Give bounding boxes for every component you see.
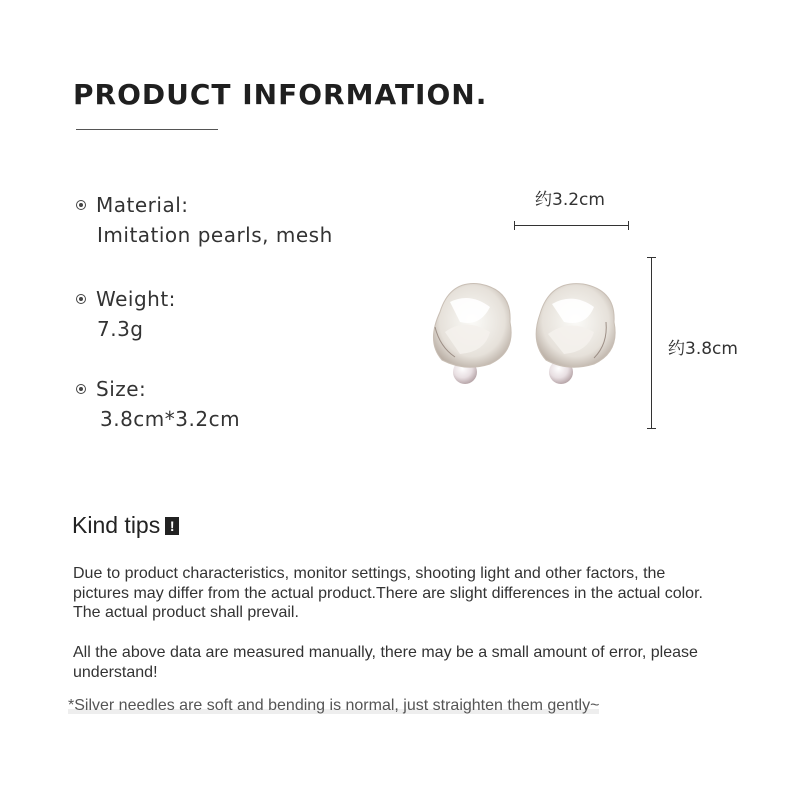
spec-label: Material:	[96, 193, 189, 217]
measurement-paragraph: All the above data are measured manually, there may be a small amount of error, please understand!	[73, 644, 698, 681]
spec-value: Imitation pearls, mesh	[97, 223, 333, 247]
disclaimer-paragraph: Due to product characteristics, monitor settings, shooting light and other factors, the pictures may differ from the actual product.There are slight differences in the actual color. The actual product shall prevail.	[73, 565, 703, 621]
spec-weight	[76, 284, 176, 344]
earrings-image	[420, 272, 620, 402]
width-dimension-line	[514, 225, 629, 226]
kind-tips-label: Kind tips	[72, 512, 161, 538]
kind-tips-heading	[72, 512, 179, 539]
bullet-icon	[76, 294, 86, 304]
bullet-icon	[76, 200, 86, 210]
needle-note	[68, 697, 599, 715]
bullet-icon	[76, 384, 86, 394]
spec-size	[76, 374, 240, 434]
spec-label: Size:	[96, 377, 147, 401]
spec-value: 7.3g	[97, 317, 144, 341]
needle-note-text: *Silver needles are soft and bending is normal, just straighten them gently~	[68, 697, 600, 714]
height-dimension-line	[651, 257, 652, 429]
warning-icon: !	[165, 517, 179, 535]
width-dimension-label: 约3.2cm	[535, 190, 605, 210]
spec-value: 3.8cm*3.2cm	[100, 407, 241, 431]
height-dimension-label: 约3.8cm	[668, 339, 738, 359]
page-title: PRODUCT INFORMATION.	[73, 78, 488, 111]
title-underline	[76, 129, 218, 130]
spec-material	[76, 190, 333, 250]
spec-label: Weight:	[96, 287, 176, 311]
